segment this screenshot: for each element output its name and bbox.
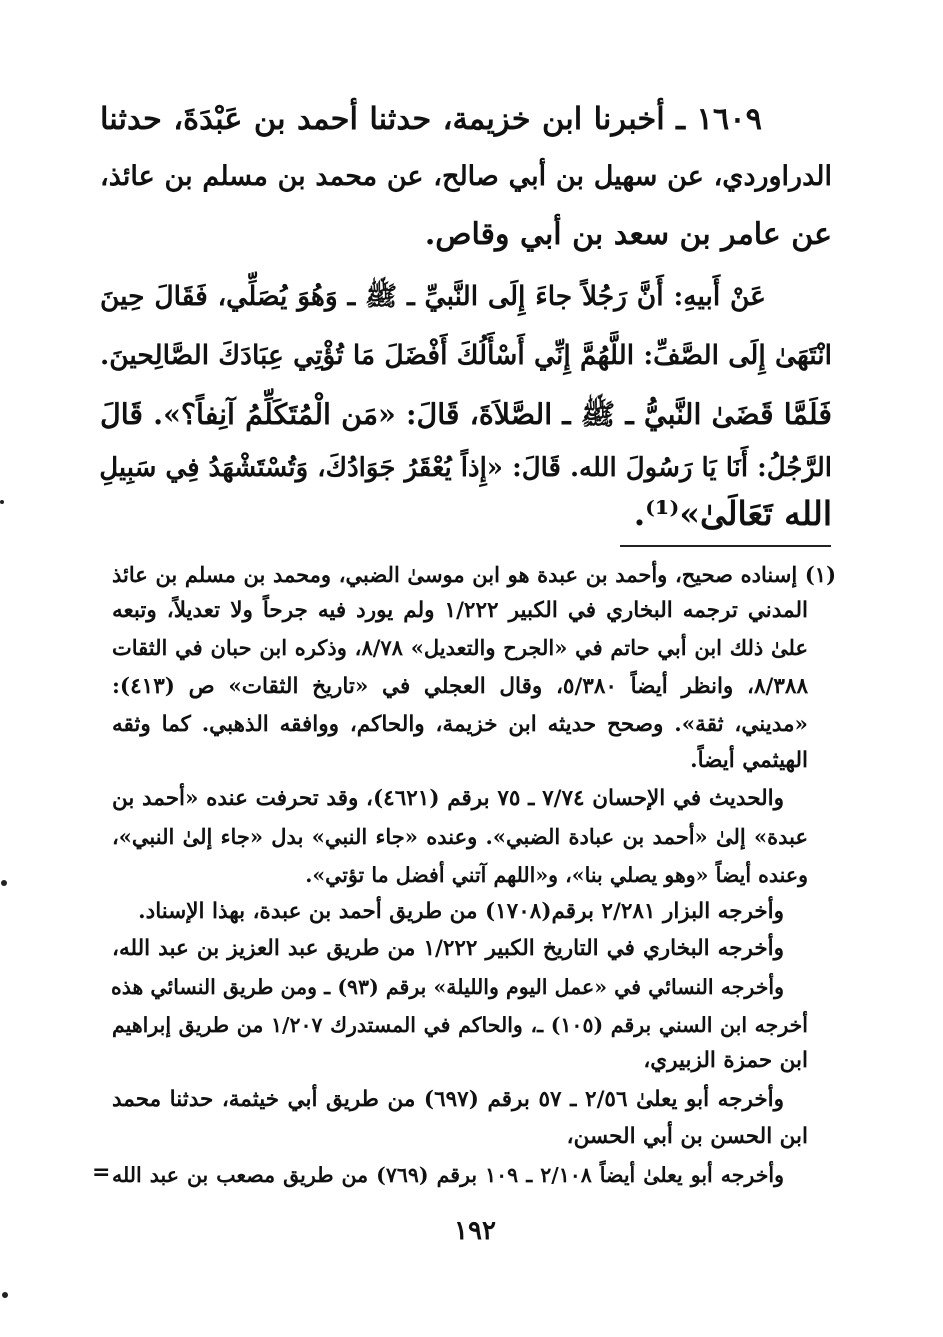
hadith-matn-line-1: عَنْ أَبيهِ: أَنَّ رَجُلاً جاءَ إِلَى النَّبيِّ ـ ﷺ ـ وَهُوَ يُصَلِّي، فَقَالَ حِينَ xyxy=(100,281,766,312)
footnote-line-9: وعنده أيضاً «وهو يصلي بنا»، و«اللهم آتني أفضل ما تؤتي». xyxy=(305,863,808,887)
footnote-line-5: «مديني، ثقة». وصحح حديثه ابن خزيمة، والحاكم، ووافقه الذهبي. كما وثقه xyxy=(112,712,808,737)
footnote-line-10: وأخرجه البزار ٢/٢٨١ برقم(١٧٠٨) من طريق أحمد بن عبدة، بهذا الإسناد. xyxy=(138,899,784,924)
footnote-separator xyxy=(620,545,831,547)
page-number: ١٩٢ xyxy=(454,1216,496,1246)
footnote-line-3: علىٰ ذلك ابن أبي حاتم في «الجرح والتعديل» ٨/٧٨، وذكره ابن حبان في الثقات xyxy=(112,635,808,660)
hadith-isnad-line-1: ١٦٠٩ ـ أخبرنا ابن خزيمة، حدثنا أحمد بن عَبْدَةَ، حدثنا xyxy=(100,101,762,137)
footnote-line-11: وأخرجه البخاري في التاريخ الكبير ١/٢٢٢ من طريق عبد العزيز بن عبد الله، xyxy=(112,936,784,961)
hadith-isnad-line-2: الدراوردي، عن سهيل بن أبي صالح، عن محمد بن مسلم بن عائذ، xyxy=(100,161,832,192)
continuation-mark: = xyxy=(92,1160,111,1185)
footnote-line-14: ابن حمزة الزبيري، xyxy=(643,1048,808,1073)
footnote-line-6: الهيثمي أيضاً. xyxy=(690,748,808,773)
footnote-line-15: وأخرجه أبو يعلىٰ ٢/٥٦ ـ ٥٧ برقم (٦٩٧) من طريق أبي خيثمة، حدثنا محمد xyxy=(112,1087,784,1112)
footnote-line-16: ابن الحسن بن أبي الحسن، xyxy=(566,1124,808,1149)
footnote-line-13: أخرجه ابن السني برقم (١٠٥) ـ، والحاكم في المستدرك ١/٢٠٧ من طريق إبراهيم xyxy=(112,1013,809,1037)
hadith-matn-line-3: فَلَمَّا قَضَىٰ النَّبيُّ ـ ﷺ ـ الصَّلاَةَ، قَالَ: «مَن الْمُتَكَلِّمُ آنِفاً؟». قَالَ xyxy=(100,397,832,431)
footnote-line-2: المدني ترجمه البخاري في الكبير ١/٢٢٢ ولم يورد فيه جرحاً ولا تعديلاً، وتبعه xyxy=(112,598,809,623)
footnote-line-7: والحديث في الإحسان ٧/٧٤ ـ ٧٥ برقم (٤٦٢١)، وقد تحرفت عنده «أحمد بن xyxy=(112,786,784,811)
footnote-line-8: عبدة» إلىٰ «أحمد بن عبادة الضبي». وعنده «جاء النبي» بدل «جاء إلىٰ النبي»، xyxy=(112,824,808,849)
scan-speck xyxy=(1,880,7,886)
scan-speck xyxy=(0,500,4,504)
scan-speck xyxy=(2,1292,8,1298)
hadith-matn-line-2: انْتَهَىٰ إِلَى الصَّفِّ: اللَّهُمَّ إِنِّي أَسْأَلُكَ أَفْضَلَ مَا تُؤْتِي عِبَادَكَ الصَّالِحينَ. xyxy=(100,340,832,371)
hadith-matn-line-4: الرَّجُلُ: أَنَا يَا رَسُولَ الله. قَالَ: «إِذاً يُعْقَرُ جَوَادُكَ، وَتُسْتَشْهَدُ فِي سَبِيلِ xyxy=(99,453,832,483)
footnote-line-1: (١) إسناده صحيح، وأحمد بن عبدة هو ابن موسىٰ الضبي، ومحمد بن مسلم بن عائذ xyxy=(112,562,836,587)
hadith-isnad-line-3: عن عامر بن سعد بن أبي وقاص. xyxy=(424,217,832,252)
footnote-line-17: وأخرجه أبو يعلىٰ أيضاً ٢/١٠٨ ـ ١٠٩ برقم (٧٦٩) من طريق مصعب بن عبد الله xyxy=(112,1163,784,1187)
hadith-matn-line-5: الله تَعَالَىٰ»⁽¹⁾. xyxy=(633,494,832,533)
footnote-line-4: ٨/٣٨٨، وانظر أيضاً ٥/٣٨٠، وقال العجلي في «تاريخ الثقات» ص (٤١٣): xyxy=(112,674,808,699)
footnote-line-12: وأخرجه النسائي في «عمل اليوم والليلة» برقم (٩٣) ـ ومن طريق النسائي هذه xyxy=(110,975,784,999)
